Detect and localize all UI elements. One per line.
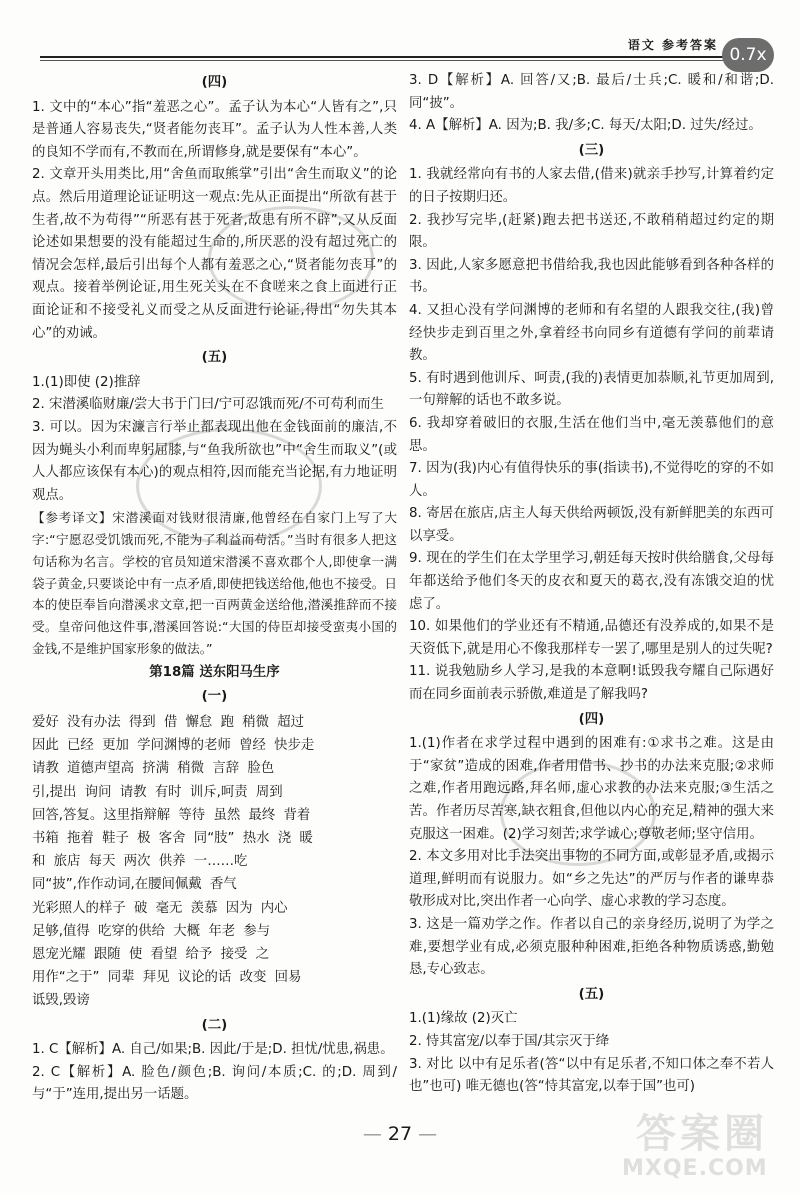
right-column: [409, 70, 774, 1099]
vocab-line: 诋毁,毁谤: [32, 993, 90, 1009]
header-rule-thin: [40, 60, 760, 61]
answer-paragraph: 7. 因为(我)内心有值得快乐的事(指读书),不觉得吃的穿的不如人。: [409, 461, 774, 499]
page-number: — 27 —: [0, 1123, 800, 1145]
answer-paragraph: 4. A【解析】A. 因为;B. 我/多;C. 每天/太阳;D. 过失/经过。: [409, 118, 762, 134]
chapter-title: 第18篇 送东阳马生序: [149, 664, 280, 680]
vocab-line: 因此 已经 更加 学问渊博的老师 曾经 快步走: [32, 738, 315, 754]
header-title: 语文 参考答案: [627, 38, 718, 52]
answer-paragraph: 1.(1)即使 (2)推辞: [32, 374, 141, 390]
vocab-line: 请教 道德声望高 挤满 稍微 言辞 脸色: [32, 761, 275, 777]
reference-translation: 【参考译文】宋潜溪面对钱财很清廉,他曾经在自家门上写了大字:“宁愿忍受饥饿而死,不能为了利益而苟活。”当时有很多人把这句话称为名言。学校的官员知道宋潜溪不喜欢郡个人,即使拿一满袋子黄金,只要谈论中有一点矛盾,即使把钱送给他,他也不接受。日本的使臣奉旨向潜溪求文章,把一百两黄金送给他,潜溪推辞而不接受。皇帝问他这件事,潜溪回答说:“大国的侍臣却接受蛮夷小国的金钱,不是维护国家形象的做法。”: [32, 510, 397, 657]
answer-paragraph: 3. 对比 以中有足乐者(答“以中有足乐者,不知口体之奉不若人也”也可) 唯无德也(答“恃其富宠,以奉于国”也可): [409, 1056, 774, 1095]
answer-paragraph: 1. 我就经常向有书的人家去借,(借来)就亲手抄写,计算着约定的日子按期归还。: [409, 167, 774, 205]
vocab-line: 和 旅店 每天 两次 供养 一……吃: [32, 854, 248, 870]
vocab-list: [32, 711, 397, 1013]
answer-paragraph: 9. 现在的学生们在太学里学习,朝廷每天按时供给膳食,父母每年都送给予他们冬天的皮衣和夏天的葛衣,没有冻饿交迫的忧虑了。: [409, 551, 774, 612]
answer-paragraph: 4. 又担心没有学问渊博的老师和有名望的人跟我交往,(我)曾经快步走到百里之外,拿着经书向同乡有道德有学问的前辈请教。: [409, 302, 774, 364]
playback-speed-badge[interactable]: 0.7x: [722, 38, 774, 72]
vocab-line: 引,提出 询问 请教 有时 训斥,呵责 周到: [32, 784, 283, 800]
watermark-site: MXQE.COM: [622, 1156, 768, 1181]
answer-paragraph: 2. 我抄写完毕,(赶紧)跑去把书送还,不敢稍稍超过约定的期限。: [409, 212, 774, 251]
section-heading: (五): [578, 986, 605, 1002]
answer-paragraph: 3. 因此,人家多愿意把书借给我,我也因此能够看到各种各样的书。: [409, 257, 774, 296]
answer-paragraph: 1.(1)作者在求学过程中遇到的困难有:①求书之难。这是由于“家贫”造成的困难,作者用借书、抄书的办法来克服;②求师之难,作者用跑远路,拜名师,虚心求教的办法来克服;③生活之苦。作者历尽苦寒,缺衣粗食,但他以内心的充足,精神的强大来克服这一困难。(2)学习刻苦;求学诚心;尊敬老师;坚守信用。: [409, 736, 774, 842]
answer-paragraph: 5. 有时遇到他训斥、呵责,(我的)表情更加恭顺,礼节更加周到,一句辩解的话也不敢多说。: [409, 370, 774, 409]
vocab-line: 光彩照人的样子 破 毫无 羡慕 因为 内心: [32, 900, 288, 916]
answer-paragraph: 1. C【解析】A. 自己/如果;B. 因此/于是;D. 担忧/忧患,祸患。: [32, 1042, 394, 1058]
section-heading: (二): [201, 1017, 228, 1033]
answer-paragraph: 10. 如果他们的学业还有不精通,品德还有没养成的,如果不是天资低下,就是用心不像我那样专一罢了,哪里是别人的过失呢?: [409, 619, 774, 657]
header-rule: [40, 56, 760, 58]
answer-paragraph: 1. 文中的“本心”指“羞恶之心”。孟子认为本心“人皆有之”,只是普通人容易丧失,“贤者能勿丧耳”。孟子认为人性本善,人类的良知不学而有,不教而在,所谓修身,就是要保有“本心”。: [32, 99, 397, 160]
answer-paragraph: 1.(1)缘故 (2)灭亡: [409, 1011, 518, 1027]
section-heading: (五): [201, 350, 228, 366]
vocab-line: 用作“之于” 同辈 拜见 议论的话 改变 回易: [32, 970, 302, 986]
section-heading: (四): [578, 711, 605, 727]
watermark-logo: 答案圈: [636, 1111, 768, 1157]
vocab-line: 同“披”,作作动词,在腰间佩戴 香气: [32, 877, 237, 893]
answer-paragraph: 3. 可以。因为宋濂言行举止都表现出他在金钱面前的廉洁,不因为蝇头小利而卑躬屈膝,与“鱼我所欲也”中“舍生而取义”(或人人都应该保有本心)的观点相符,因而能充当论据,有力地证明观点。: [32, 419, 397, 503]
answer-paragraph: 2. C【解析】A. 脸色/颜色;B. 询问/本质;C. 的;D. 周到/与“于”连用,提出另一话题。: [32, 1064, 397, 1103]
answer-paragraph: 2. 本文多用对比手法突出事物的不同方面,或彰显矛盾,或揭示道理,鲜明而有说服力。如“乡之先达”的严厉与作者的谦卑恭敬形成对比,突出作者一心向学、虚心求教的学习态度。: [409, 849, 774, 910]
answer-paragraph: 3. 这是一篇劝学之作。作者以自己的亲身经历,说明了为学之难,要想学业有成,必须克服种种困难,拒绝各种物质诱惑,勤勉恳,专心致志。: [409, 916, 774, 978]
left-column: [32, 70, 397, 1107]
answer-paragraph: 8. 寄居在旅店,店主人每天供给两顿饭,没有新鲜肥美的东西可以享受。: [409, 506, 774, 544]
vocab-line: 回答,答复。这里指辩解 等待 虽然 最终 背着: [32, 807, 311, 823]
answer-paragraph: 3. D【解析】A. 回答/又;B. 最后/士兵;C. 暖和/和谐;D. 同“披”。: [409, 73, 774, 111]
answer-paragraph: 11. 说我勉励乡人学习,是我的本意啊!诋毁我夸耀自己际遇好而在同乡面前表示骄傲,难道是了解我吗?: [409, 664, 774, 703]
answer-paragraph: 2. 恃其富宠/以奉于国/其宗灭于绛: [409, 1033, 610, 1049]
answer-paragraph: 2. 文章开头用类比,用“舍鱼而取熊掌”引出“舍生而取义”的论点。然后用道理论证证明这一观点:先从正面提出“所欲有甚于生者,故不为苟得”“所恶有甚于死者,故患有所不辟”,又从反面论述如果想要的没有能超过生命的,所厌恶的没有超过死亡的情况会怎样,最后引出每个人都有羞恶之心,“贤者能勿丧耳”的观点。接着举例论证,用生死关头在不食嗟来之食上面进行正面论证和不接受礼义而受之从反面进行论证,得出“勿失其本心”的劝诫。: [32, 167, 397, 341]
vocab-line: 恩宠光耀 跟随 使 看望 给予 接受 之: [32, 947, 270, 963]
vocab-line: 足够,值得 吃穿的供给 大概 年老 参与: [32, 923, 271, 939]
section-heading: (四): [201, 75, 228, 90]
answer-paragraph: 6. 我却穿着破旧的衣服,生活在他们当中,毫无羡慕他们的意思。: [409, 415, 774, 454]
section-heading: (三): [578, 142, 605, 158]
section-heading: (一): [201, 689, 228, 705]
vocab-line: 爱好 没有办法 得到 借 懈怠 跑 稍微 超过: [32, 715, 305, 731]
answer-paragraph: 2. 宋潜溪临财廉/尝大书于门曰/宁可忍饿而死/不可苟利而生: [32, 397, 384, 413]
vocab-line: 书箱 拖着 鞋子 极 客舍 同“肢” 热水 浇 暖: [32, 831, 313, 847]
